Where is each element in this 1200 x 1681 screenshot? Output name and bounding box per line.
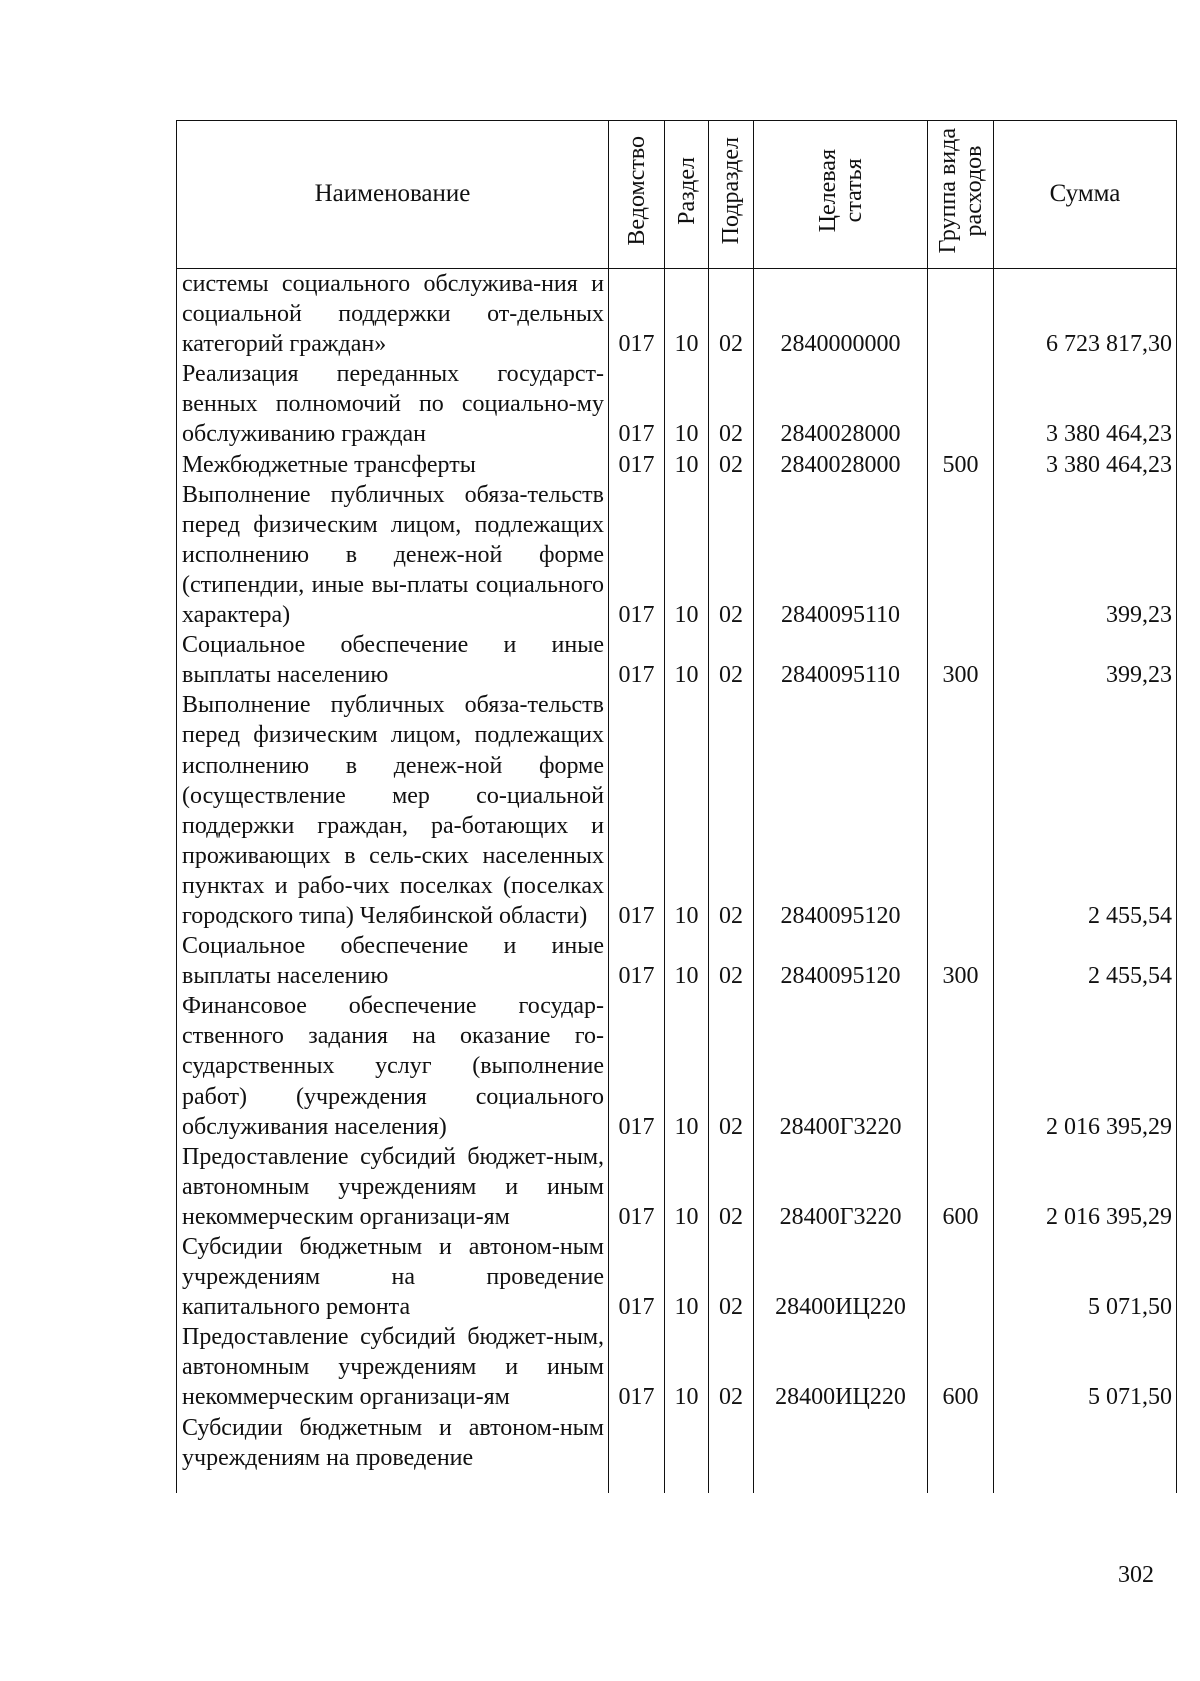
table-continuation: [177, 1473, 1177, 1493]
row-vedomstvo: 017: [609, 480, 665, 630]
row-celevaya: 28400ИЦ220: [754, 1232, 928, 1322]
row-vedomstvo: 017: [609, 450, 665, 480]
row-summa: 5 071,50: [994, 1232, 1177, 1322]
row-gruppa: 500: [928, 450, 994, 480]
row-podrazdel: [709, 1413, 754, 1473]
row-celevaya: 2840095120: [754, 690, 928, 931]
continuation-cell: [177, 1473, 609, 1493]
row-vedomstvo: 017: [609, 359, 665, 449]
row-gruppa: [928, 480, 994, 630]
row-vedomstvo: 017: [609, 269, 665, 360]
table-row: [177, 991, 1177, 1141]
row-celevaya: 2840095120: [754, 931, 928, 991]
row-razdel: 10: [665, 450, 709, 480]
row-podrazdel: 02: [709, 690, 754, 931]
row-summa: 399,23: [994, 630, 1177, 690]
row-name: Субсидии бюджетным и автоном-ным учреждениям на проведение: [177, 1413, 609, 1473]
header-razdel-cell: [665, 121, 709, 269]
row-name: Выполнение публичных обяза-тельств перед физическим лицом, подлежащих исполнению в денеж-ной форме (стипендии, иные вы-платы социального характера): [177, 480, 609, 630]
row-name: Социальное обеспечение и иные выплаты населению: [177, 630, 609, 690]
row-summa: 3 380 464,23: [994, 450, 1177, 480]
row-vedomstvo: 017: [609, 1232, 665, 1322]
continuation-cell: [928, 1473, 994, 1493]
header-vedomstvo-cell: [609, 121, 665, 269]
row-gruppa: [928, 991, 994, 1141]
row-podrazdel: 02: [709, 450, 754, 480]
row-vedomstvo: 017: [609, 931, 665, 991]
header-razdel: Раздел: [673, 156, 700, 225]
row-name: системы социального обслужива-ния и социальной поддержки от-дельных категорий граждан»: [177, 269, 609, 360]
row-gruppa: [928, 1232, 994, 1322]
table-row: [177, 269, 1177, 360]
table-row: [177, 690, 1177, 931]
row-vedomstvo: 017: [609, 1142, 665, 1232]
row-celevaya: 2840095110: [754, 630, 928, 690]
row-summa: 6 723 817,30: [994, 269, 1177, 360]
row-name: Выполнение публичных обяза-тельств перед физическим лицом, подлежащих исполнению в денеж-ной форме (осуществление мер со-циальной поддержки граждан, ра-ботающих и проживающих в сель-ских населенных пунктах и рабо-чих поселках (поселках городского типа) Челябинской области): [177, 690, 609, 931]
row-gruppa: 300: [928, 931, 994, 991]
row-celevaya: 2840000000: [754, 269, 928, 360]
row-razdel: [665, 1413, 709, 1473]
row-vedomstvo: 017: [609, 690, 665, 931]
row-podrazdel: 02: [709, 480, 754, 630]
row-celevaya: [754, 1413, 928, 1473]
row-gruppa: [928, 269, 994, 360]
row-vedomstvo: 017: [609, 1322, 665, 1412]
row-celevaya: 2840095110: [754, 480, 928, 630]
row-summa: 2 016 395,29: [994, 1142, 1177, 1232]
row-summa: [994, 1413, 1177, 1473]
table-row: [177, 1413, 1177, 1473]
header-podrazdel: Подраздел: [718, 136, 744, 245]
row-celevaya: 28400Г3220: [754, 991, 928, 1141]
row-razdel: 10: [665, 359, 709, 449]
row-razdel: 10: [665, 630, 709, 690]
row-vedomstvo: 017: [609, 991, 665, 1141]
row-gruppa: [928, 690, 994, 931]
table-header-row: [177, 121, 1177, 269]
row-podrazdel: 02: [709, 359, 754, 449]
table-row: [177, 1142, 1177, 1232]
row-summa: 5 071,50: [994, 1322, 1177, 1412]
row-podrazdel: 02: [709, 1322, 754, 1412]
page-number: 302: [1118, 1562, 1154, 1588]
row-celevaya: 2840028000: [754, 450, 928, 480]
header-name: Наименование: [177, 121, 609, 269]
continuation-cell: [994, 1473, 1177, 1493]
header-celevaya-cell: [754, 121, 928, 269]
header-vedomstvo: Ведомство: [623, 135, 650, 246]
row-celevaya: 28400Г3220: [754, 1142, 928, 1232]
row-name: Предоставление субсидий бюджет-ным, автономным учреждениям и иным некоммерческим организаци-ям: [177, 1322, 609, 1412]
table-row: [177, 1322, 1177, 1412]
budget-table-container: [176, 120, 1177, 1493]
row-podrazdel: 02: [709, 269, 754, 360]
row-razdel: 10: [665, 690, 709, 931]
table-row: [177, 1232, 1177, 1322]
row-summa: 2 016 395,29: [994, 991, 1177, 1141]
row-name: Социальное обеспечение и иные выплаты населению: [177, 931, 609, 991]
row-gruppa: 600: [928, 1322, 994, 1412]
table-row: [177, 630, 1177, 690]
table-row: [177, 359, 1177, 449]
budget-table: [176, 120, 1177, 1493]
continuation-cell: [754, 1473, 928, 1493]
row-vedomstvo: 017: [609, 630, 665, 690]
row-gruppa: 300: [928, 630, 994, 690]
row-gruppa: [928, 1413, 994, 1473]
row-razdel: 10: [665, 480, 709, 630]
row-gruppa: 600: [928, 1142, 994, 1232]
header-summa: Сумма: [994, 121, 1177, 269]
row-razdel: 10: [665, 269, 709, 360]
header-celevaya: Целевая статья: [814, 148, 867, 233]
row-podrazdel: 02: [709, 931, 754, 991]
header-gruppa: Группа вида расходов: [934, 127, 987, 254]
row-vedomstvo: [609, 1413, 665, 1473]
row-razdel: 10: [665, 1232, 709, 1322]
continuation-cell: [665, 1473, 709, 1493]
row-name: Межбюджетные трансферты: [177, 450, 609, 480]
row-razdel: 10: [665, 1322, 709, 1412]
row-razdel: 10: [665, 991, 709, 1141]
header-podrazdel-cell: [709, 121, 754, 269]
row-summa: 2 455,54: [994, 690, 1177, 931]
row-gruppa: [928, 359, 994, 449]
continuation-cell: [609, 1473, 665, 1493]
row-name: Финансовое обеспечение государ-ственного задания на оказание го-сударственных услуг (выполнение работ) (учреждения социального обслуживания населения): [177, 991, 609, 1141]
row-celevaya: 2840028000: [754, 359, 928, 449]
row-name: Предоставление субсидий бюджет-ным, автономным учреждениям и иным некоммерческим организаци-ям: [177, 1142, 609, 1232]
row-name: Реализация переданных государст-венных полномочий по социально-му обслуживанию граждан: [177, 359, 609, 449]
table-row: [177, 450, 1177, 480]
row-podrazdel: 02: [709, 1142, 754, 1232]
row-podrazdel: 02: [709, 630, 754, 690]
table-row: [177, 931, 1177, 991]
row-razdel: 10: [665, 1142, 709, 1232]
row-name: Субсидии бюджетным и автоном-ным учреждениям на проведение капитального ремонта: [177, 1232, 609, 1322]
table-row: [177, 480, 1177, 630]
row-summa: 3 380 464,23: [994, 359, 1177, 449]
row-razdel: 10: [665, 931, 709, 991]
continuation-cell: [709, 1473, 754, 1493]
row-summa: 399,23: [994, 480, 1177, 630]
row-podrazdel: 02: [709, 991, 754, 1141]
row-podrazdel: 02: [709, 1232, 754, 1322]
row-celevaya: 28400ИЦ220: [754, 1322, 928, 1412]
header-gruppa-cell: [928, 121, 994, 269]
row-summa: 2 455,54: [994, 931, 1177, 991]
